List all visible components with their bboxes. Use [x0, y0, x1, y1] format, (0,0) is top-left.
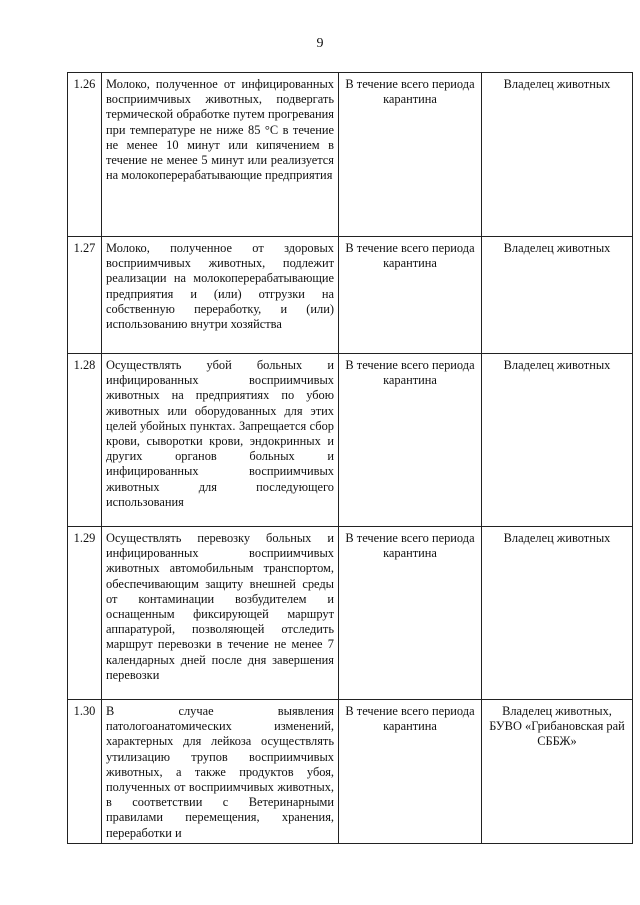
- table-row: [68, 73, 633, 237]
- responsible-cell: [482, 700, 633, 844]
- row-number: 1.28: [68, 354, 102, 527]
- responsible-text: Владелец животных: [503, 531, 611, 545]
- table-row: [68, 354, 633, 527]
- responsible-text: Владелец животных: [503, 241, 611, 255]
- period-cell: [339, 527, 482, 700]
- period-cell: [339, 237, 482, 354]
- row-number: 1.26: [68, 73, 102, 237]
- measure-cell: [102, 354, 339, 527]
- period-text: В течение всего периода карантина: [345, 241, 475, 271]
- responsible-cell: [482, 354, 633, 527]
- responsible-text: Владелец животных: [503, 358, 611, 372]
- measure-text: Молоко, полученное от здоровых восприимчивых животных, подлежит реализации на молокоперерабатывающие предприятия и (или) отгрузки на собственную переработку, и (или) использованию внутри хозяйства: [106, 241, 334, 332]
- period-text: В течение всего периода карантина: [345, 531, 475, 561]
- page-number: 9: [316, 36, 324, 51]
- measures-table: [67, 72, 633, 844]
- row-number: 1.27: [68, 237, 102, 354]
- responsible-cell: [482, 237, 633, 354]
- table-row: [68, 700, 633, 844]
- responsible-text: Владелец животных: [503, 77, 611, 91]
- measure-text: Осуществлять убой больных и инфицированных восприимчивых животных на предприятиях по убою животных или оборудованных для этих целей убойных пунктах. Запрещается сбор крови, сыворотки крови, эндокринных и других органов больных и инфицированных восприимчивых животных для последующего использования: [106, 358, 334, 509]
- measure-cell: [102, 700, 339, 844]
- measure-text: В случае выявления патологоанатомических изменений, характерных для лейкоза осуществлять утилизацию трупов восприимчивых животных, а также продуктов убоя, полученных от восприимчивых животных, в соответствии с Ветеринарными правилами перемещения, хранения, переработки и: [106, 704, 334, 840]
- period-text: В течение всего периода карантина: [345, 358, 475, 388]
- responsible-cell: [482, 527, 633, 700]
- table-row: [68, 527, 633, 700]
- measure-cell: [102, 73, 339, 237]
- measure-cell: [102, 527, 339, 700]
- period-text: В течение всего периода карантина: [345, 704, 475, 734]
- measure-text: Молоко, полученное от инфицированных восприимчивых животных, подвергать термической обработке путем прогревания при температуре не ниже 85 °С в течение не менее 10 минут или кипячением в течение не менее 5 минут или реализуется на молокоперерабатывающие предприятия: [106, 77, 334, 183]
- measure-cell: [102, 237, 339, 354]
- table-row: [68, 237, 633, 354]
- measure-text: Осуществлять перевозку больных и инфицированных восприимчивых животных автомобильным транспортом, обеспечивающим защиту внешней среды от контаминации возбудителем и оснащенным фиксирующей маршрут аппаратурой, позволяющей отследить маршрут перевозки в течение не менее 7 календарных дней после дня завершения перевозки: [106, 531, 334, 682]
- period-cell: [339, 354, 482, 527]
- row-number: 1.29: [68, 527, 102, 700]
- period-text: В течение всего периода карантина: [345, 77, 475, 107]
- period-cell: [339, 73, 482, 237]
- responsible-text: Владелец животных, БУВО «Грибановская рай СББЖ»: [489, 704, 625, 749]
- responsible-cell: [482, 73, 633, 237]
- period-cell: [339, 700, 482, 844]
- row-number: 1.30: [68, 700, 102, 844]
